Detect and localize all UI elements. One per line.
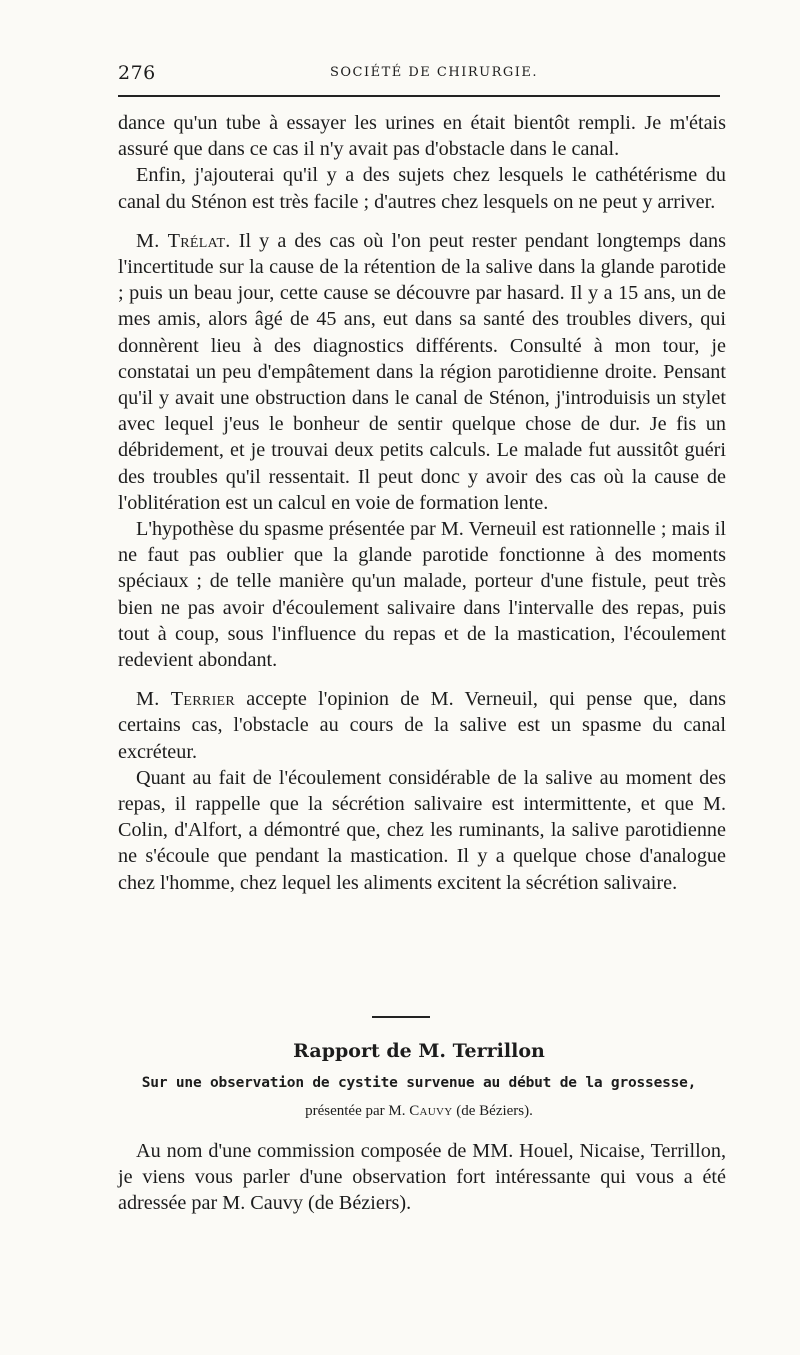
presented-by-name: Cauvy (409, 1103, 453, 1119)
speaker-trelat: M. Trélat. (136, 229, 231, 252)
body-text (118, 110, 726, 896)
report-subtitle: Sur une observation de cystite survenue au début de la grossesse, (141, 1075, 697, 1091)
paragraph-trelat-text: Il y a des cas où l'on peut rester pendant longtemps dans l'incertitude sur la cause de la rétention de la salive dans la glande parotide ; puis un beau jour, cette cause se découvre par hasard. Il y a 15 ans, un de mes amis, alors âgé de 45 ans, eut dans sa santé des troubles divers, qui donnèrent lieu à des diagnostics différents. Consulté à mon tour, je constatai un peu d'empâtement dans la région parotidienne droite. Pensant qu'il y avait une obstruction dans le canal de Sténon, j'introduisis un stylet avec lequel j'eus le bonheur de sentir quelque chose de dur. Je fis un débridement, et je trouvai deux petits calculs. Le malade fut aussitôt guéri des troubles qu'il ressentait. Il peut donc y avoir des cas où la cause de l'oblitération est un calcul en voie de formation lente. (118, 229, 726, 514)
presented-by (118, 1103, 720, 1120)
paragraph-trelat (118, 228, 726, 516)
paragraph-2: Enfin, j'ajouterai qu'il y a des sujets chez lesquels le cathétérisme du canal du Sténon est très facile ; d'autres chez lesquels on ne peut y arriver. (118, 164, 726, 213)
report-opening-paragraph: Au nom d'une commission composée de MM. Houel, Nicaise, Terrillon, je viens vous parler d'une observation fort intéressante qui vous a été adressée par M. Cauvy (de Béziers). (118, 1140, 726, 1215)
presented-by-prefix: présentée par M. (305, 1103, 410, 1119)
page-number: 276 (118, 62, 156, 84)
paragraph-terrier (118, 686, 726, 765)
page-header (118, 62, 720, 86)
paragraph-terrier-text: accepte l'opinion de M. Verneuil, qui pense que, dans certains cas, l'obstacle au cours de la salive est un spasme du canal excréteur. (118, 688, 727, 763)
running-title: SOCIÉTÉ DE CHIRURGIE. (329, 65, 539, 80)
report-title: Rapport de M. Terrillon (293, 1040, 545, 1062)
paragraph-6: Quant au fait de l'écoulement considérable de la salive au moment des repas, il rappelle que la sécrétion salivaire est intermittente, et que M. Colin, d'Alfort, a démontré que, chez les ruminants, la salive parotidienne ne s'écoule que pendant la mastication. Il y a quelque chose d'analogue chez l'homme, chez lequel les aliments excitent la sécrétion salivaire. (118, 766, 726, 894)
presented-by-suffix: (de Béziers). (452, 1103, 533, 1119)
speaker-terrier: M. Terrier (136, 688, 236, 711)
header-rule (118, 95, 720, 97)
section-separator (372, 1016, 430, 1018)
paragraph-4: L'hypothèse du spasme présentée par M. Verneuil est rationnelle ; mais il ne faut pas oublier que la glande parotide fonctionne à des moments spéciaux ; de telle manière qu'un malade, porteur d'une fistule, peut très bien ne pas avoir d'écoulement salivaire dans l'intervalle des repas, puis tout à coup, sous l'influence du repas et de la mastication, l'écoulement redevient abondant. (118, 518, 726, 672)
paragraph-1: dance qu'un tube à essayer les urines en était bientôt rempli. Je m'étais assuré que dans ce cas il n'y avait pas d'obstacle dans le canal. (118, 112, 726, 161)
